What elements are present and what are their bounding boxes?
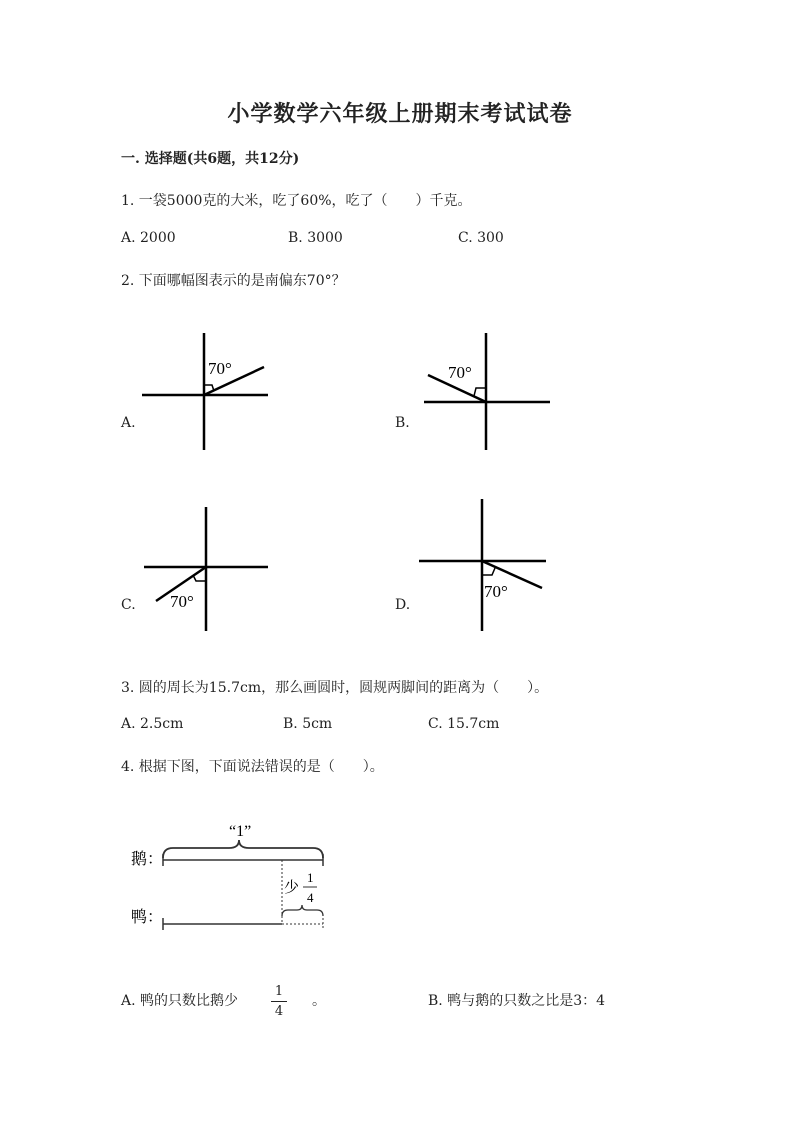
goose-duck-diagram: [125, 812, 335, 932]
diagram-d: [416, 497, 551, 633]
angle-label-c: 70°: [170, 592, 194, 611]
question-3-option-a: A. 2.5cm: [121, 716, 184, 732]
option-a-label: A.: [121, 415, 136, 431]
goose-label: 鹅：: [131, 849, 164, 868]
question-4-option-a-suffix: 。: [312, 993, 326, 1009]
angle-label-b: 70°: [448, 363, 472, 382]
option-a-fraction-num: 1: [274, 984, 284, 999]
diagram-c: [140, 505, 275, 633]
diagram-b: [420, 330, 555, 452]
diagram-fraction-den: 4: [307, 890, 314, 905]
option-c-label: C.: [121, 597, 136, 613]
angle-label-d: 70°: [484, 582, 508, 601]
question-1-option-b: B. 3000: [288, 230, 343, 246]
angle-label-a: 70°: [208, 359, 232, 378]
option-b-label: B.: [395, 415, 410, 431]
diagram-top-label: “1”: [229, 823, 252, 840]
question-1-option-c: C. 300: [458, 230, 504, 246]
question-4-option-a-fraction: [271, 984, 287, 1019]
option-d-label: D.: [395, 597, 411, 613]
question-4-text: 4. 根据下图，下面说法错误的是（ ）。: [121, 759, 384, 775]
question-1-text: 1. 一袋5000克的大米，吃了60%，吃了（ ）千克。: [121, 193, 472, 209]
diagram-fraction-num: 1: [307, 870, 314, 885]
question-1-option-a: A. 2000: [121, 230, 176, 246]
question-4-option-b: B. 鸭与鹅的只数之比是3：4: [428, 993, 606, 1009]
diagram-a: [140, 330, 275, 452]
question-3-option-b: B. 5cm: [283, 716, 333, 732]
section-heading: 一. 选择题(共6题，共12分): [121, 151, 300, 167]
question-3-text: 3. 圆的周长为15.7cm，那么画圆时，圆规两脚间的距离为（ ）。: [121, 680, 549, 696]
option-a-fraction-den: 4: [274, 1004, 284, 1019]
question-4-option-a-text: A. 鸭的只数比鹅少: [121, 993, 239, 1009]
page-title: 小学数学六年级上册期末考试试卷: [227, 101, 573, 127]
less-label: 少: [284, 878, 300, 896]
question-3-option-c: C. 15.7cm: [428, 716, 500, 732]
question-2-text: 2. 下面哪幅图表示的是南偏东70°？: [121, 273, 346, 289]
duck-label: 鸭：: [131, 907, 164, 926]
